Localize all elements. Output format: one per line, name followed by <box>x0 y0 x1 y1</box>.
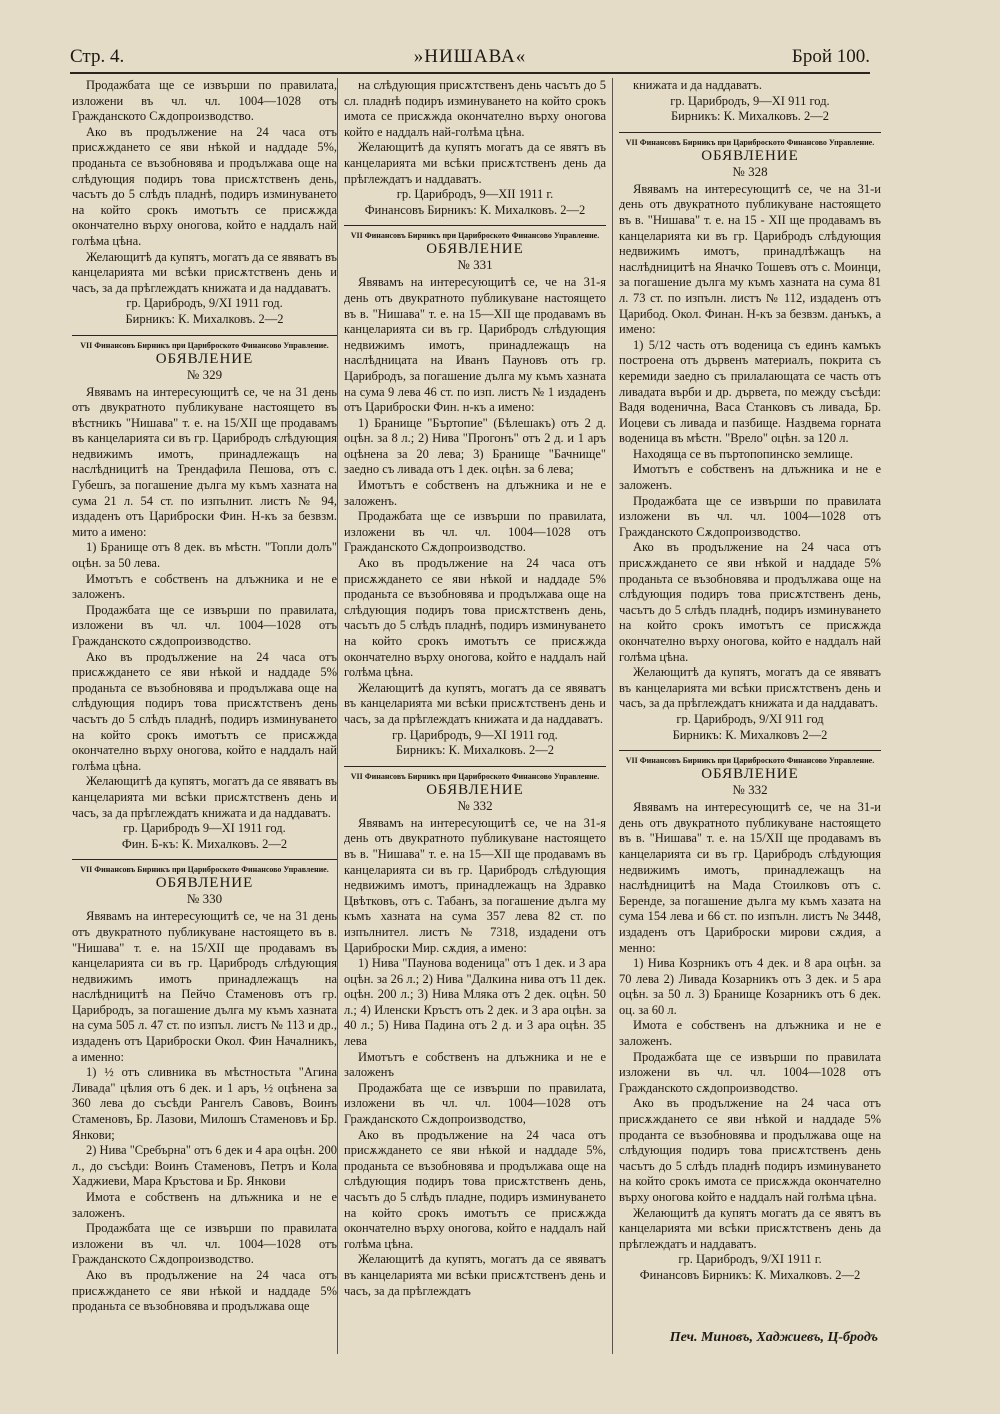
paragraph: Продажбата ще се извърши по правилата изложени въ чл. чл. 1004—1028 отъ Гражданското Сѫдопроизводство. <box>72 1221 337 1267</box>
notice-331 <box>344 231 606 758</box>
paragraph: на слѣдующия присѫтственъ день часътъ до 5 сл. пладнѣ подиръ изминуването на който срокъ имота се присѫжда окончателно върху оногова който е наддалъ най-голѣма цѣна. <box>344 78 606 139</box>
notice-title: ОБЯВЛЕНИЕ <box>701 766 799 783</box>
paragraph: Явявамъ на интересующитѣ се, че на 31-и день отъ двукратното публикуване настоящето въ в. "Нишава" т. е. на 15 - XII ще продавамъ въ канцеларията ки въ гр. Царибродъ слѣдующия недвижимъ имотъ, принадлѣжащъ на наслѣдницитѣ на Яначко Тошевъ отъ с. Моинци, за погашение дългa му къмъ хазната на сума 81 л. 73 ст. по изпълн. листъ № 112, издаденъ отъ Царибод. Окол. Финан. Н-къ за безвзм. данъкъ, а имено: <box>619 181 881 337</box>
paragraph: Продажбата ще се извърши по правилата изложени въ чл. чл. 1004—1028 отъ Гражданското сѫдопроизводство. <box>619 1049 881 1095</box>
notice-330 <box>72 865 337 1314</box>
divider <box>72 859 337 860</box>
signature-line: гр. Царибродъ, 9—XI 1911 год. <box>392 727 558 742</box>
divider <box>619 750 881 751</box>
column-2 <box>337 78 606 1354</box>
department-line: VII Финансовъ Бирникъ при Цариброското Финансово Управление. <box>80 865 329 875</box>
newspaper-title: »НИШАВА« <box>413 46 527 67</box>
notice-329 <box>72 341 337 853</box>
notice-title: ОБЯВЛЕНИЕ <box>155 875 254 892</box>
signature-line: Бирникъ: К. Михалковъ 2—2 <box>672 727 828 742</box>
paragraph: книжата и да наддаватъ. <box>633 78 762 92</box>
paragraph: Желающитѣ да купятъ могатъ да се явятъ въ канцеларията ми всѣки присѫтственъ день да прѣглеждатъ и наддаватъ. <box>344 140 606 186</box>
notice-title: ОБЯВЛЕНИЕ <box>701 147 799 164</box>
department-line: VII Финансовъ Бирникъ при Цариброското Финансово Управление. <box>350 231 600 241</box>
paragraph: Продажбата ще се извърши по правилата, изложени въ чл. чл. 1004—1028 отъ Гражданското Сѫдопроизводство. <box>344 509 606 555</box>
paragraph: Явявамъ на интересующитѣ се, че на 31-и день отъ двукратното публикуване настоящето въ в. "Нишава" т. е. на 15/XII ще продавамъ въ канцеларията си въ гр. Царибродъ слѣдующия недвижимъ имотъ, принадлежащъ на наслѣдницитѣ на Мада Стоилковъ отъ с. Беренде, за погашение дългa му къмъ хазата на сума 154 лева и 66 ст. по изпълн. листъ № 3448, издаденъ отъ Цариброски мирови сѫдия, а менно: <box>619 800 881 955</box>
paragraph: Имотътъ е собственъ на длъжника и не е заложенъ <box>344 1049 606 1080</box>
notice-332-second <box>619 756 881 1283</box>
paragraph: Имотътъ е собственъ на длъжника и не е заложенъ. <box>72 571 337 602</box>
signature-line: гр. Царибродъ 9—XI 1911 год. <box>123 821 286 836</box>
paragraph: Продажбата ще се извърши по правилата изложени въ чл. чл. 1004—1028 отъ Гражданското Сѫдопроизводство. <box>619 493 881 539</box>
paragraph: Продажбата ще се извърши по правилата, изложени въ чл. чл. 1004—1028 отъ Гражданското сѫдопроизводство. <box>72 602 337 648</box>
department-line: VII Финансовъ Бирникъ при Цариброското Финансово Управление. <box>350 771 600 781</box>
signature-line: Финансовъ Бирникъ: К. Михалковъ. 2—2 <box>364 202 586 217</box>
notice-332 <box>344 772 606 1299</box>
department-line: VII Финансовъ Бирникъ при Цариброското Финансово Управление. <box>625 756 875 766</box>
notice-number: № 332 <box>457 797 493 813</box>
paragraph: Ако въ продължение на 24 часа отъ присѫжданeто се яви нѣкой и наддаде 5% проданта се възобновява и продължава още на слѣдующия подиръ това присѫтственъ день часътъ до 5 слѣдъ пладнѣ подиръ изминуването на който срокъ имота се присѫжда окончателно върху оногова който е наддалъ най голѣма цѣна. <box>619 1096 881 1204</box>
signature-line: Финансовъ Бирникъ: К. Михалковъ. 2—2 <box>639 1267 861 1282</box>
paragraph: Явявамъ на интересующитѣ се, че на 31 день отъ двукратното публикуване настоящето въ в. "Нишава" т. е. на 15/XII ще продавамъ въ канцеларията си въ гр. Царибродъ слѣдующия недвижимъ имотъ принадлежащъ на наслѣдницитѣ на Пейчо Стаменовъ отъ гр. Царибродъ, за погашение дългa му къмъ хазната на сума 505 л. 47 ст. по изпъл. листъ № 113 и др., издаденъ отъ Цариброски Окол. Фин Началникъ, а именно: <box>72 909 337 1064</box>
signature-line: гр. Царибродъ, 9/XI 1911 г. <box>678 1252 822 1267</box>
paragraph: 1) ½ отъ сливника въ мѣстностьта "Агина Ливада" цѣлия отъ 6 дек. и 1 аръ, ½ оцѣнена за 360 лева до съсѣди Рангелъ Савовъ, Воинъ Стаменовъ, Бр. Лазови, Милошъ Стаменовъ и Бр. Янкови; <box>72 1065 337 1142</box>
divider <box>619 132 881 133</box>
notice-number: № 332 <box>732 782 768 798</box>
paragraph: Ако въ продължение на 24 часа отъ присѫжданeто се яви нѣкой и наддаде 5%, проданьта се възобновява и продължава още на слѣдующия подиръ това присѫтственъ день, часътъ до 5 слѣдъ пладнѣ, подиръ изминуването на който срокъ имотътъ се присѫжда окончателно върху оногова, който е наддалъ най голѣма цѣна. <box>72 124 337 248</box>
paragraph: Желающитѣ да купятъ, могатъ да се явяватъ въ канцеларията ми всѣки присѫтственъ день и часъ, за да прѣглеждатъ <box>344 1252 606 1298</box>
signature-line: Бирникъ: К. Михалковъ. 2—2 <box>125 311 284 326</box>
issue-number: Брой 100. <box>791 46 870 67</box>
notice-number: № 328 <box>732 163 768 179</box>
column-3 <box>612 78 881 1354</box>
paragraph: Имотътъ е собственъ на длъжника и не е заложенъ. <box>619 462 881 493</box>
notice-title: ОБЯВЛЕНИЕ <box>426 781 524 798</box>
column-1 <box>72 78 337 1354</box>
department-line: VII Финансовъ Бирникъ при Цариброското Финансово Управление. <box>80 340 329 350</box>
paragraph: Ако въ продължение на 24 часа отъ присѫжданeто се яви нѣкой и наддаде 5% проданьта се възобновява и продължава още на слѣдующия подиръ това присѫтственъ день часътъ до 5 слѣдъ пладнѣ, подиръ изминуването на който срокъ имотътъ се присѫжда окончателно върху оногова, който е наддалъ най голѣма цѣна. <box>72 649 337 773</box>
signature-line: гр. Царибродъ, 9/XI 1911 год. <box>126 296 283 311</box>
divider <box>72 335 337 336</box>
paragraph: Ако въ продължение на 24 часа отъ присѫжданeто се яви нѣкой и наддаде 5% проданьта се възобновява и продължава още на слѣдующия подиръ това присѫтственъ день, часътъ до 5 слѣдъ пладнѣ, подиръ изминуването на който срокъ имотътъ се присѫжда окончателно върху оногова, който е наддалъ най голѣма цѣна. <box>344 556 606 680</box>
paragraph: Явявамъ на интересующитѣ се, че на 31-я день отъ двукратното публикуване настоящето въ в. "Нишава" т. е. на 15—XII ще продавамъ въ канцеларията си въ гр. Царибродъ слѣдующия недвижимъ имотъ, принадлежащъ на наслѣдницата на Иванъ Пауновъ отъ гр. Царибродъ, за погашение дългa му къмъ хазната на сума 9 лева 46 ст. по изп. листъ № 1 издаденъ отъ Цариброски Фин. н-къ а имено: <box>344 275 606 415</box>
paragraph: Явявамъ на интересующитѣ се, че на 31 день отъ двукратното публикуване настоящето въ вѣстникъ "Нишава" т. е. на 15/XII ще продавамъ въ канцеларията си въ гр. Царибродъ слѣдующия недвижимъ имотъ, принадлежащъ на наслѣдницитѣ на Трендафила Пешова, отъ с. Губешъ, за погашение дългa му къмъ хазната на сума 21 л. 54 ст. по изпълнит. листъ № 94, издаденъ отъ Цариброски Фин. Н-къ за безвзм. мито а имено: <box>72 384 337 539</box>
notice-number: № 329 <box>186 366 223 382</box>
paragraph: Желающитѣ да купятъ, могатъ да се явяватъ въ канцеларията ми всѣки присѫтственъ день и часъ, за да прѣглеждатъ книжата и да наддаватъ. <box>72 774 337 820</box>
divider <box>344 766 606 767</box>
paragraph: Имотътъ е собственъ на длъжника и не е заложенъ. <box>344 478 606 508</box>
paragraph: Ако въ продължение на 24 часа отъ присѫжданeто се яви нѣкой и наддаде 5%, проданьта се възобновява и продължава още на слѣдующия подиръ това присѫтственъ день, часътъ до 5 слѣдъ пладне, подиръ изминуването на който срокъ имотътъ се присѫжда окончателно върху оногова, който е наддалъ най голѣма цѣна. <box>344 1127 606 1251</box>
paragraph: Желающитѣ да купятъ, могатъ да се явяватъ въ канцеларията ми всѣки присѫтственъ день и часъ, за да прѣглеждатъ книжата и да наддаватъ. <box>619 665 881 711</box>
paragraph: Явявамъ на интересующитѣ се, че на 31-я день отъ двукратното публикуване настоящето въ в. "Нишава" т. е. на 15—XII ще продавамъ въ канцеларията си въ гр. Царибродъ слѣдующия недвижимъ имотъ, принадлежащъ на Здравко Цвѣтковъ, отъ с. Табанъ, за погашение дългa му къмъ хазната на сума 357 лева 82 ст. по изпълнител. листъ № 7318, издадени отъ Цариброски Мир. сѫдия, а имено: <box>344 815 606 955</box>
paragraph: Имота е собственъ на длъжника и не е заложенъ. <box>619 1018 881 1049</box>
department-line: VII Финансовъ Бирникъ при Цариброското Финансово Управление. <box>625 137 875 147</box>
signature-line: гр. Царибродъ, 9—XI 911 год. <box>670 93 830 108</box>
paragraph: Желающитѣ да купятъ, могатъ да се явяватъ въ канцеларията ми всѣки присѫтственъ день и часъ, за да прѣглеждатъ книжата и да наддаватъ. <box>72 249 337 295</box>
notice-title: ОБЯВЛЕНИЕ <box>426 241 524 258</box>
paragraph: Продажбата ще се извърши по правилата, изложени въ чл. чл. 1004—1028 отъ Гражданското Сѫдопроизводство, <box>344 1080 606 1127</box>
paragraph: Ако въ продължение на 24 часа отъ присѫжданeто се яви нѣкой и наддаде 5% проданьта се възобновява и продължава още на слѣдующия подиръ това присѫтственъ день, часътъ до 5 слѣдъ пладнѣ, подиръ изминуването на който срокъ имотътъ се присѫжда окончателно върху оногова, който е наддалъ най голѣма цѣна. <box>619 540 881 664</box>
paragraph: Находяща се въ пъртопопинско землище. <box>633 446 853 461</box>
notice-title: ОБЯВЛЕНИЕ <box>155 350 254 367</box>
signature-line: Бирникъ: К. Михалковъ. 2—2 <box>671 109 829 124</box>
notice-number: № 331 <box>457 257 493 273</box>
paragraph: Продажбата ще се извърши по правилата, изложени въ чл. чл. 1004—1028 отъ Гражданското Сѫдопроизводство. <box>72 78 337 124</box>
notice-328 <box>619 138 881 743</box>
paragraph: 1) Бранище "Бъртопие" (Бѣлешакъ) отъ 2 д. оцѣн. за 8 л.; 2) Нива "Прогонъ" отъ 2 д. и 1 аръ оцѣнена за 20 лева; 3) Бранище "Бачнище" заедно съ ливада отъ 1 дек. оцѣн. за 6 лева; <box>344 415 606 477</box>
page-header <box>70 44 870 74</box>
paragraph: Ако въ продължение на 24 часа отъ присѫжданeто се яви нѣкой и наддаде 5% проданьта се възобновява и продължава още <box>72 1267 337 1314</box>
page-number: Стр. 4. <box>70 46 125 67</box>
paragraph: 1) Нива Козрникъ отъ 4 дек. и 8 ара оцѣн. за 70 лева 2) Ливада Козарникъ отъ 3 дек. и 5 ара оцѣн. за 50 л. 3) Бранище Козарникъ отъ 6 дек. оц. за 60 л. <box>619 956 881 1017</box>
signature-line: гр. Царибродъ, 9—XII 1911 г. <box>396 187 554 202</box>
notice-number: № 330 <box>186 891 223 907</box>
signature-line: гр. Царибродъ, 9/XI 911 год <box>676 711 824 726</box>
paragraph: Имота е собственъ на длъжника и не е заложенъ. <box>72 1190 337 1220</box>
paragraph: Желающитѣ да купятъ могатъ да се явятъ въ канцеларията ми всѣки присѫтственъ день да прѣглеждатъ и наддаватъ. <box>619 1205 881 1251</box>
paragraph: Желающитѣ да купятъ, могатъ да се явяватъ въ канцеларията ми всѣки присѫтственъ день и часъ, за да прѣглеждатъ книжата и да наддаватъ. <box>344 680 606 726</box>
printer-imprint: Печ. Миновъ, Хаджиевъ, Ц-бродъ <box>669 1330 878 1345</box>
signature-line: Фин. Б-къ: К. Михалковъ. 2—2 <box>121 836 288 851</box>
paragraph: 1) Нива "Пауновa воденица" отъ 1 дек. и 3 ара оцѣн. за 26 л.; 2) Нива "Далкина нива отъ 11 дек. оцѣн. 200 л.; 3) Нива Мляка отъ 2 дек. оцѣн. 50 л.; 4) Иленски Кръстъ отъ 2 дек. и 3 ара оцѣн. за 40 л.; 5) Нива Падина отъ 2 д. и 3 ара оцѣн. 35 лева <box>344 956 606 1049</box>
paragraph: 2) Нива "Сребърна" отъ 6 дек и 4 ара оцѣн. 200 л., до съсѣди: Воинъ Стаменовъ, Петръ и Кола Хаджиеви, Мара Кръстова и Бр. Янкови <box>72 1143 337 1189</box>
signature-line: Бирникъ: К. Михалковъ. 2—2 <box>396 743 554 758</box>
divider <box>344 225 606 226</box>
paragraph: 1) Бранище отъ 8 дек. въ мѣстн. "Топли долъ" оцѣн. за 50 лева. <box>72 540 337 571</box>
paragraph: 1) 5/12 часть отъ воденица съ единъ камъкъ построена отъ дървенъ материалъ, покрита съ керемиди заедно съ прилалающата се часть отъ ливадата върби и др. дървета, по между съсѣди: Вадя воденична, Васа Станковъ съ ливада, Бр. Иоцеви съ ливада и пазбище. Наздвема горната воденица въ мѣстн. "Врело" оцѣн. за 120 л. <box>619 337 881 446</box>
